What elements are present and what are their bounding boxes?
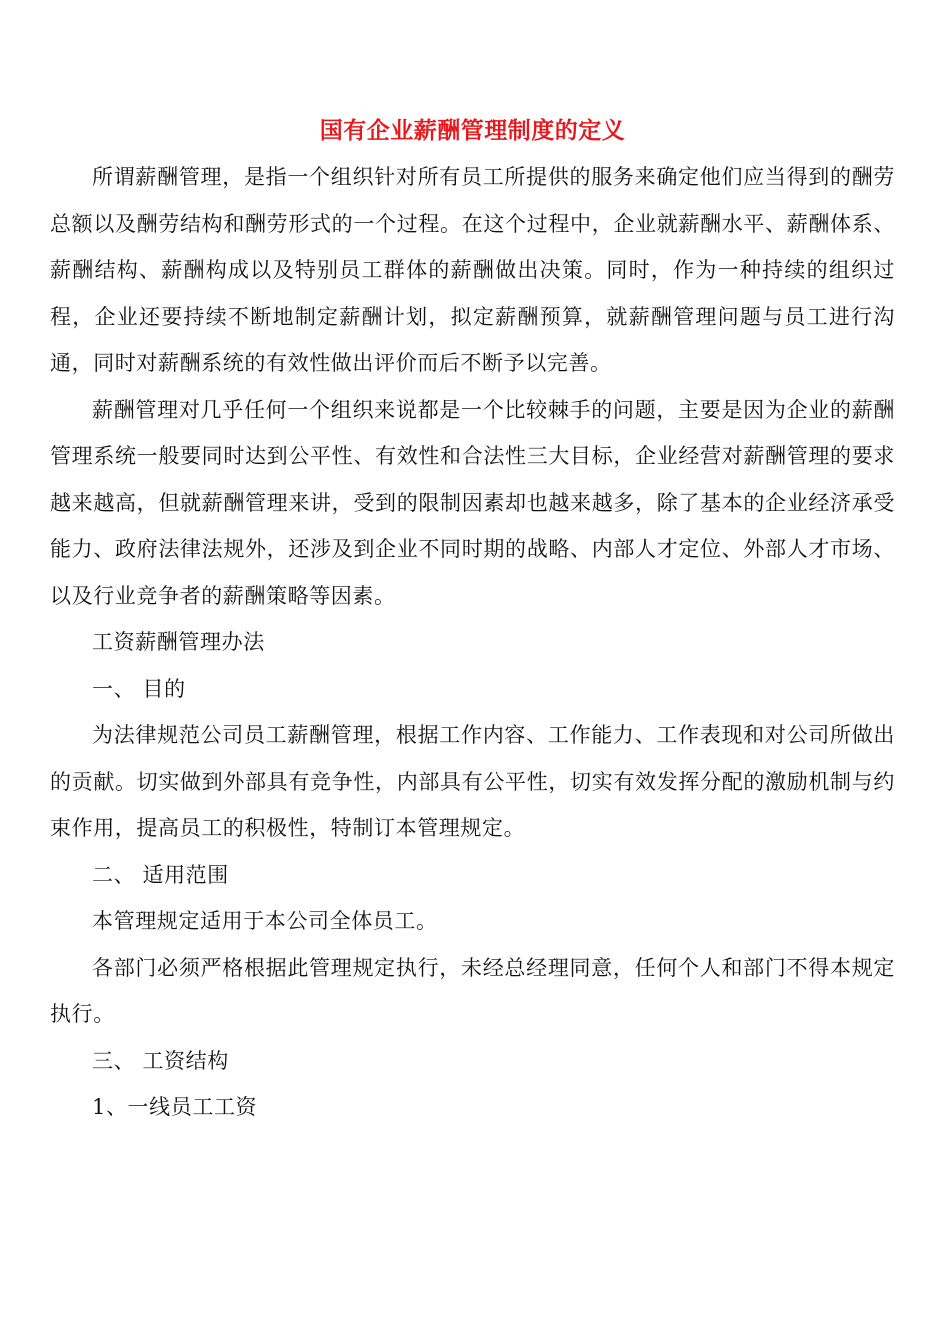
- paragraph-execution: 各部门必须严格根据此管理规定执行，未经总经理同意，任何个人和部门不得本规定执行。: [50, 955, 895, 1026]
- heading-wage-structure: 三、 工资结构: [92, 1048, 229, 1073]
- document-page: [50, 108, 895, 1131]
- heading-scope: 二、 适用范围: [92, 862, 229, 887]
- document-title: 国有企业薪酬管理制度的定义: [319, 117, 626, 144]
- paragraph-scope: 本管理规定适用于本公司全体员工。: [92, 909, 438, 933]
- heading-frontline-wage: 1、一线员工工资: [92, 1095, 258, 1119]
- heading-management-method: 工资薪酬管理办法: [92, 630, 265, 654]
- heading-purpose: 一、 目的: [92, 676, 186, 701]
- paragraph-purpose: 为法律规范公司员工薪酬管理，根据工作内容、工作能力、工作表现和对公司所做出的贡献。切实做到外部具有竞争性，内部具有公平性，切实有效发挥分配的激励机制与约束作用，提高员工的积极性，特制订本管理规定。: [50, 723, 895, 840]
- paragraph-definition: 所谓薪酬管理，是指一个组织针对所有员工所提供的服务来确定他们应当得到的酬劳总额以及酬劳结构和酬劳形式的一个过程。在这个过程中，企业就薪酬水平、薪酬体系、薪酬结构、薪酬构成以及特别员工群体的薪酬做出决策。同时，作为一种持续的组织过程，企业还要持续不断地制定薪酬计划，拟定薪酬预算，就薪酬管理问题与员工进行沟通，同时对薪酬系统的有效性做出评价而后不断予以完善。: [50, 165, 895, 375]
- paragraph-difficulty: 薪酬管理对几乎任何一个组织来说都是一个比较棘手的问题，主要是因为企业的薪酬管理系统一般要同时达到公平性、有效性和合法性三大目标，企业经营对薪酬管理的要求越来越高，但就薪酬管理来讲，受到的限制因素却也越来越多，除了基本的企业经济承受能力、政府法律法规外，还涉及到企业不同时期的战略、内部人才定位、外部人才市场、以及行业竞争者的薪酬策略等因素。: [50, 397, 895, 608]
